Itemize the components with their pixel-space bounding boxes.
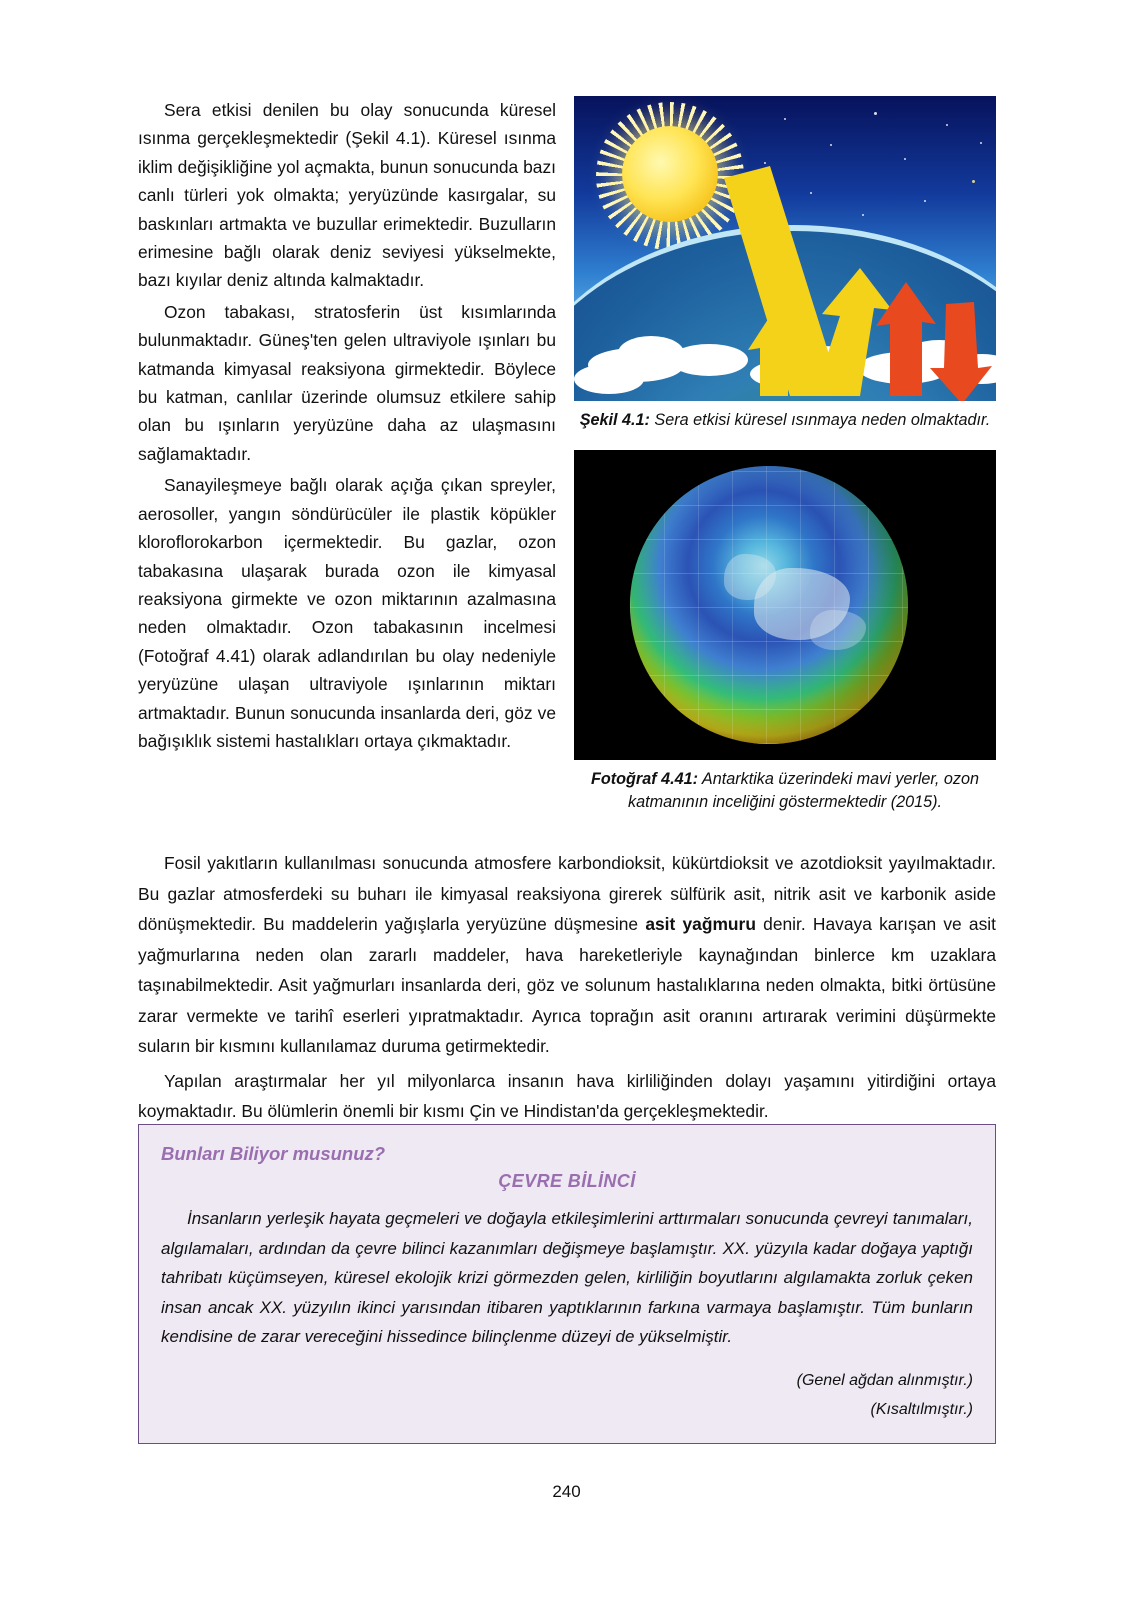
figures-column xyxy=(574,96,996,814)
did-you-know-box xyxy=(138,1124,996,1444)
energy-flow-arrows xyxy=(574,96,996,401)
figure1-caption xyxy=(574,409,996,432)
paragraph-air-pollution: Yapılan araştırmalar her yıl milyonlarca insanın hava kirliliğinden dolayı yaşamını yitirdiğini ortaya koymaktadır. Bu ölümlerin önemli bir kısmı Çin ve Hindistan'da gerçekleşmektedir. xyxy=(138,1070,996,1121)
info-box-source-1: (Genel ağdan alınmıştır.) xyxy=(796,1371,973,1389)
page-number: 240 xyxy=(552,1482,581,1501)
full-width-section xyxy=(138,848,996,1131)
info-box-heading: Bunları Biliyor musunuz? xyxy=(161,1143,386,1164)
greenhouse-effect-illustration xyxy=(574,96,996,401)
paragraph-3: Sanayileşmeye bağlı olarak açığa çıkan spreyler, aerosoller, yangın söndürücüler ile plastik köpükler kloroflorokarbon içermektedir. Bu gazlar, ozon tabakasına ulaşarak burada ozon ile kimyasal reaksiyona girmekte ve ozon miktarının azalmasına neden olmaktadır. Ozon tabakasının incelmesi (Fotoğraf 4.41) olarak adlandırılan bu olay nedeniyle yeryüzüne ulaşan ultraviyole ışınlarının miktarı artmaktadır. Bunun sonucunda insanlarda deri, göz ve bağışıklık sistemi hastalıkları ortaya çıkmaktadır. xyxy=(138,475,556,751)
info-box-topic: ÇEVRE BİLİNCİ xyxy=(498,1171,636,1191)
figure1-label: Şekil 4.1: xyxy=(579,411,650,429)
figure2-caption-text: Antarktika üzerindeki mavi yerler, ozon katmanının inceliğini göstermektedir (2015). xyxy=(627,770,980,811)
acid-rain-text-part2: denir. Havaya karışan ve asit yağmurlarına neden olan zararlı maddeler, hava hareketleriyle kaynağından binlerce km uzaklara taşınabilmektedir. Asit yağmurları insanlarda deri, göz ve solunum hastalıklarına neden olmakta, bitki örtüsüne zarar vermekte ve tarihî eserleri yıpratmaktadır. Ayrıca toprağın asit oranını artırarak verimini düşürmekte suların bir kısmını kullanılamaz duruma getirmektedir. xyxy=(138,914,996,1056)
text-column xyxy=(138,96,556,758)
figure2-caption xyxy=(574,768,996,814)
two-column-section xyxy=(138,96,996,814)
acid-rain-term: asit yağmuru xyxy=(645,914,756,934)
info-box-source-2: (Kısaltılmıştır.) xyxy=(870,1400,973,1418)
paragraph-1: Sera etkisi denilen bu olay sonucunda küresel ısınma gerçekleşmektedir (Şekil 4.1). Küresel ısınma iklim değişikliğine yol açmakta, bunun sonucunda bazı canlı türleri yok olmakta; yeryüzünde kasırgalar, su baskınları artmakta ve buzullar erimektedir. Buzulların erimesine bağlı olarak deniz seviyesi yükselmekte, bazı kıyılar deniz altında kalmaktadır. xyxy=(138,100,556,291)
paragraph-2: Ozon tabakası, stratosferin üst kısımlarında bulunmaktadır. Güneş'ten gelen ultraviyole ışınları bu katmanda kimyasal reaksiyona girmektedir. Böylece bu katman, canlılar üzerinde olumsuz etkilere sahip olan bu ışınların yeryüzüne daha az ulaşmasını sağlamaktadır. xyxy=(138,301,556,464)
paragraph-acid-rain xyxy=(138,848,996,1062)
ozone-hole-photo xyxy=(574,450,996,760)
acid-rain-text-part1: Fosil yakıtların kullanılması sonucunda atmosfere karbondioksit, kükürtdioksit ve azotdioksit yayılmaktadır. Bu gazlar atmosferdeki su buharı ile kimyasal reaksiyona girerek sülfürik asit, nitrik asit ve karbonik aside dönüşmektedir. Bu maddelerin yağışlarla yeryüzüne düşmesine xyxy=(138,853,996,934)
figure2-label: Fotoğraf 4.41: xyxy=(590,770,698,788)
info-box-text: İnsanların yerleşik hayata geçmeleri ve doğayla etkileşimlerini arttırmaları sonucunda çevreyi tanımaları, algılamaları, ardından da çevre bilinci kazanımları değişmeye başlamıştır. XX. yüzyıla kadar doğaya yaptığı tahribatı küçümseyen, küresel ekolojik krizi görmezden gelen, kirliliğin boyutlarını algılamakta zorluk çeken insan ancak XX. yüzyılın ikinci yarısından itibaren yaptıklarının farkına varmaya başlamıştır. Tüm bunların kendisine de zarar vereceğini hissedince bilinçlenme düzeyi de yükselmiştir. xyxy=(161,1209,973,1346)
figure1-caption-text: Sera etkisi küresel ısınmaya neden olmaktadır. xyxy=(654,411,991,429)
